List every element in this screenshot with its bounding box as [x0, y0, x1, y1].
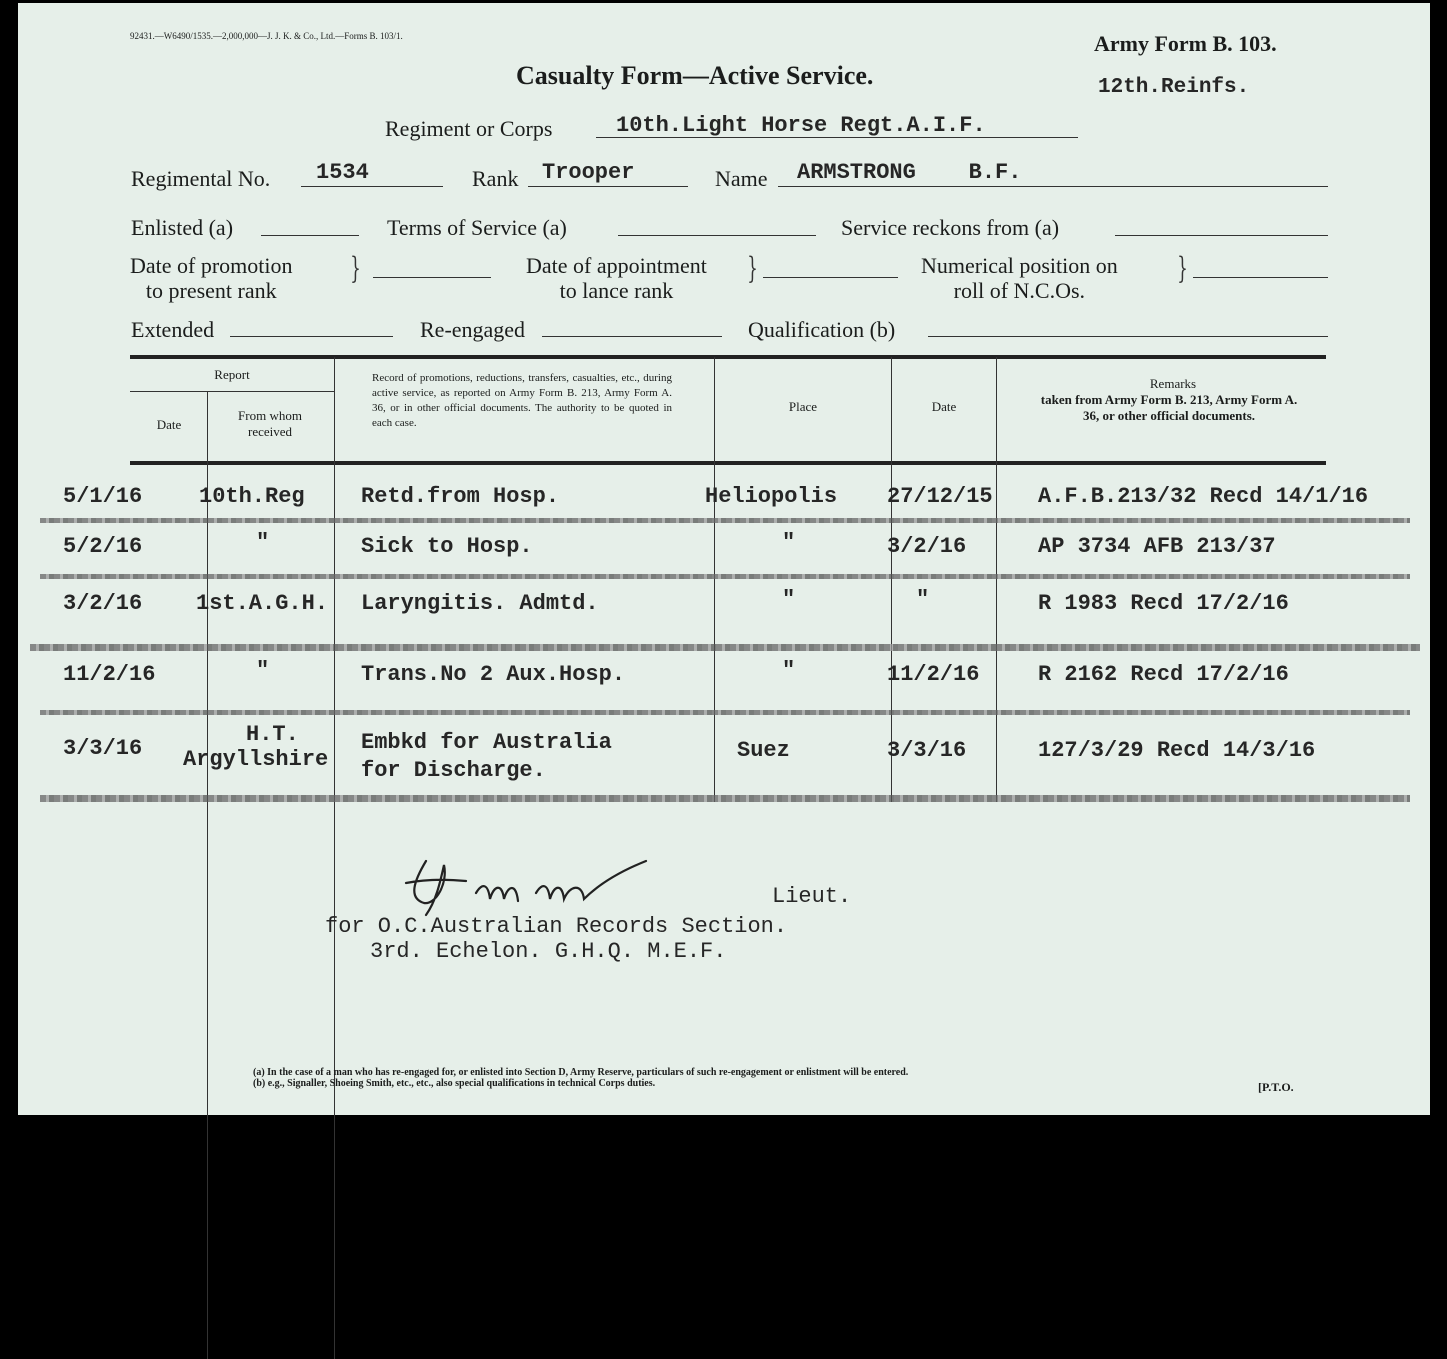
col-divider-date	[207, 391, 208, 1359]
handwritten-signature	[396, 853, 656, 923]
reengaged-label: Re-engaged	[420, 317, 526, 342]
appointment-label-line1: Date of appointment	[526, 253, 707, 278]
row3-date: 3/2/16	[63, 591, 143, 616]
row5-from-line1: H.T.	[246, 722, 299, 747]
row3-date2: "	[916, 587, 930, 612]
reckons-underline	[1115, 235, 1328, 236]
reengaged-underline	[542, 336, 722, 337]
header-from-whom: From whom received	[238, 408, 302, 439]
row5-remarks: 127/3/29 Recd 14/3/16	[1038, 738, 1316, 763]
appointment-label-line2: to lance rank	[559, 278, 674, 303]
row1-remarks: A.F.B.213/32 Recd 14/1/16	[1038, 484, 1369, 509]
row4-date: 11/2/16	[63, 662, 156, 687]
row2-date2: 3/2/16	[887, 534, 967, 559]
row5-record-line1: Embkd for Australia	[361, 730, 612, 755]
header-record: Record of promotions, reductions, transfers, casualties, etc., during active service, as reported on Army Form B. 213, Army Form A. 36, or in other official documents. The authority to be quoted in each case.	[372, 372, 672, 429]
row2-from: "	[256, 530, 270, 555]
footnote-b: (b) e.g., Signaller, Shoeing Smith, etc., etc., also special qualifications in technical Corps duties.	[253, 1078, 656, 1089]
col-divider-date2	[996, 357, 997, 802]
terms-underline	[618, 235, 816, 236]
terms-label: Terms of Service (a)	[387, 215, 567, 240]
table-header-rule	[130, 461, 1326, 465]
row1-from: 10th.Reg	[199, 484, 305, 509]
promotion-label	[130, 253, 293, 303]
header-place: Place	[788, 399, 818, 414]
casualty-form-paper	[18, 3, 1430, 1115]
regiment-label: Regiment or Corps	[385, 116, 553, 141]
row1-date2: 27/12/15	[887, 484, 993, 509]
row2-record: Sick to Hosp.	[361, 534, 533, 559]
header-date2: Date	[931, 399, 957, 414]
row5-date2: 3/3/16	[887, 738, 967, 763]
row4-from: "	[256, 658, 270, 683]
row4-remarks: R 2162 Recd 17/2/16	[1038, 662, 1289, 687]
form-title: Casualty Form—Active Service.	[516, 61, 874, 90]
table-top-rule	[130, 355, 1326, 359]
row5-date: 3/3/16	[63, 736, 143, 761]
row3-remarks: R 1983 Recd 17/2/16	[1038, 591, 1289, 616]
regimental-no-underline	[301, 186, 443, 187]
numerical-label-line2: roll of N.C.Os.	[953, 278, 1086, 303]
rank-label: Rank	[472, 166, 519, 191]
extended-label: Extended	[131, 317, 215, 342]
form-number: Army Form B. 103.	[1094, 31, 1277, 56]
numerical-label-line1: Numerical position on	[921, 253, 1118, 278]
name-underline	[778, 186, 1328, 187]
signature-line2: 3rd. Echelon. G.H.Q. M.E.F.	[370, 939, 727, 964]
regimental-no-value: 1534	[316, 160, 369, 185]
appointment-brace: }	[747, 251, 758, 286]
row4-place: "	[782, 658, 796, 683]
pto-note: [P.T.O.	[1258, 1080, 1294, 1094]
qualification-label: Qualification (b)	[748, 317, 896, 342]
rank-value: Trooper	[542, 160, 635, 185]
row3-record: Laryngitis. Admtd.	[361, 591, 599, 616]
regiment-value: 10th.Light Horse Regt.A.I.F.	[616, 113, 986, 138]
numerical-underline	[1193, 277, 1328, 278]
row-separator	[30, 644, 1420, 651]
col-divider-record	[714, 357, 715, 802]
extended-underline	[230, 336, 393, 337]
row2-date: 5/2/16	[63, 534, 143, 559]
unit-note: 12th.Reinfs.	[1098, 76, 1250, 99]
row-separator	[40, 574, 1410, 579]
row-separator	[40, 518, 1410, 523]
report-subrule	[130, 391, 334, 392]
promotion-label-line2: to present rank	[145, 278, 277, 303]
row1-record: Retd.from Hosp.	[361, 484, 560, 509]
row5-record-line2: for Discharge.	[361, 758, 546, 783]
row2-place: "	[782, 530, 796, 555]
row3-from: 1st.A.G.H.	[196, 591, 329, 616]
signature-rank: Lieut.	[772, 884, 852, 909]
row1-place: Heliopolis	[705, 484, 838, 509]
col-divider-from	[334, 357, 335, 1359]
row2-remarks: AP 3734 AFB 213/37	[1038, 534, 1276, 559]
appointment-underline	[763, 277, 898, 278]
row5-from-line2: Argyllshire	[183, 747, 329, 772]
header-report: Report	[214, 367, 250, 382]
name-value: ARMSTRONG B.F.	[797, 160, 1022, 185]
qualification-underline	[928, 336, 1328, 337]
numerical-brace: }	[1177, 251, 1188, 286]
numerical-label	[921, 253, 1118, 303]
reckons-label: Service reckons from (a)	[841, 215, 1060, 240]
row-separator	[40, 710, 1410, 715]
promotion-label-line1: Date of promotion	[130, 253, 293, 278]
appointment-label	[526, 253, 707, 303]
rank-underline	[528, 186, 688, 187]
col-divider-place	[891, 357, 892, 802]
footnote-a: (a) In the case of a man who has re-engaged for, or enlisted into Section D, Army Reserve, particulars of such re-engagement or enlistment will be entered.	[253, 1067, 909, 1078]
printer-line: 92431.—W6490/1535.—2,000,000—J. J. K. & Co., Ltd.—Forms B. 103/1.	[130, 31, 403, 41]
header-date: Date	[156, 417, 182, 432]
row1-date: 5/1/16	[63, 484, 143, 509]
promotion-underline	[373, 277, 491, 278]
row3-place: "	[782, 587, 796, 612]
enlisted-underline	[261, 235, 359, 236]
header-remarks-body: taken from Army Form B. 213, Army Form A. 36, or other official documents.	[1040, 392, 1298, 423]
name-label: Name	[715, 166, 768, 191]
row5-place: Suez	[737, 738, 790, 763]
enlisted-label: Enlisted (a)	[131, 215, 234, 240]
header-remarks-title: Remarks	[1149, 376, 1197, 391]
row4-record: Trans.No 2 Aux.Hosp.	[361, 662, 626, 687]
regimental-no-label: Regimental No.	[131, 166, 271, 191]
row4-date2: 11/2/16	[887, 662, 980, 687]
signature-line1: for O.C.Australian Records Section.	[325, 914, 788, 939]
promotion-brace: }	[350, 251, 361, 286]
row-separator	[40, 795, 1410, 802]
